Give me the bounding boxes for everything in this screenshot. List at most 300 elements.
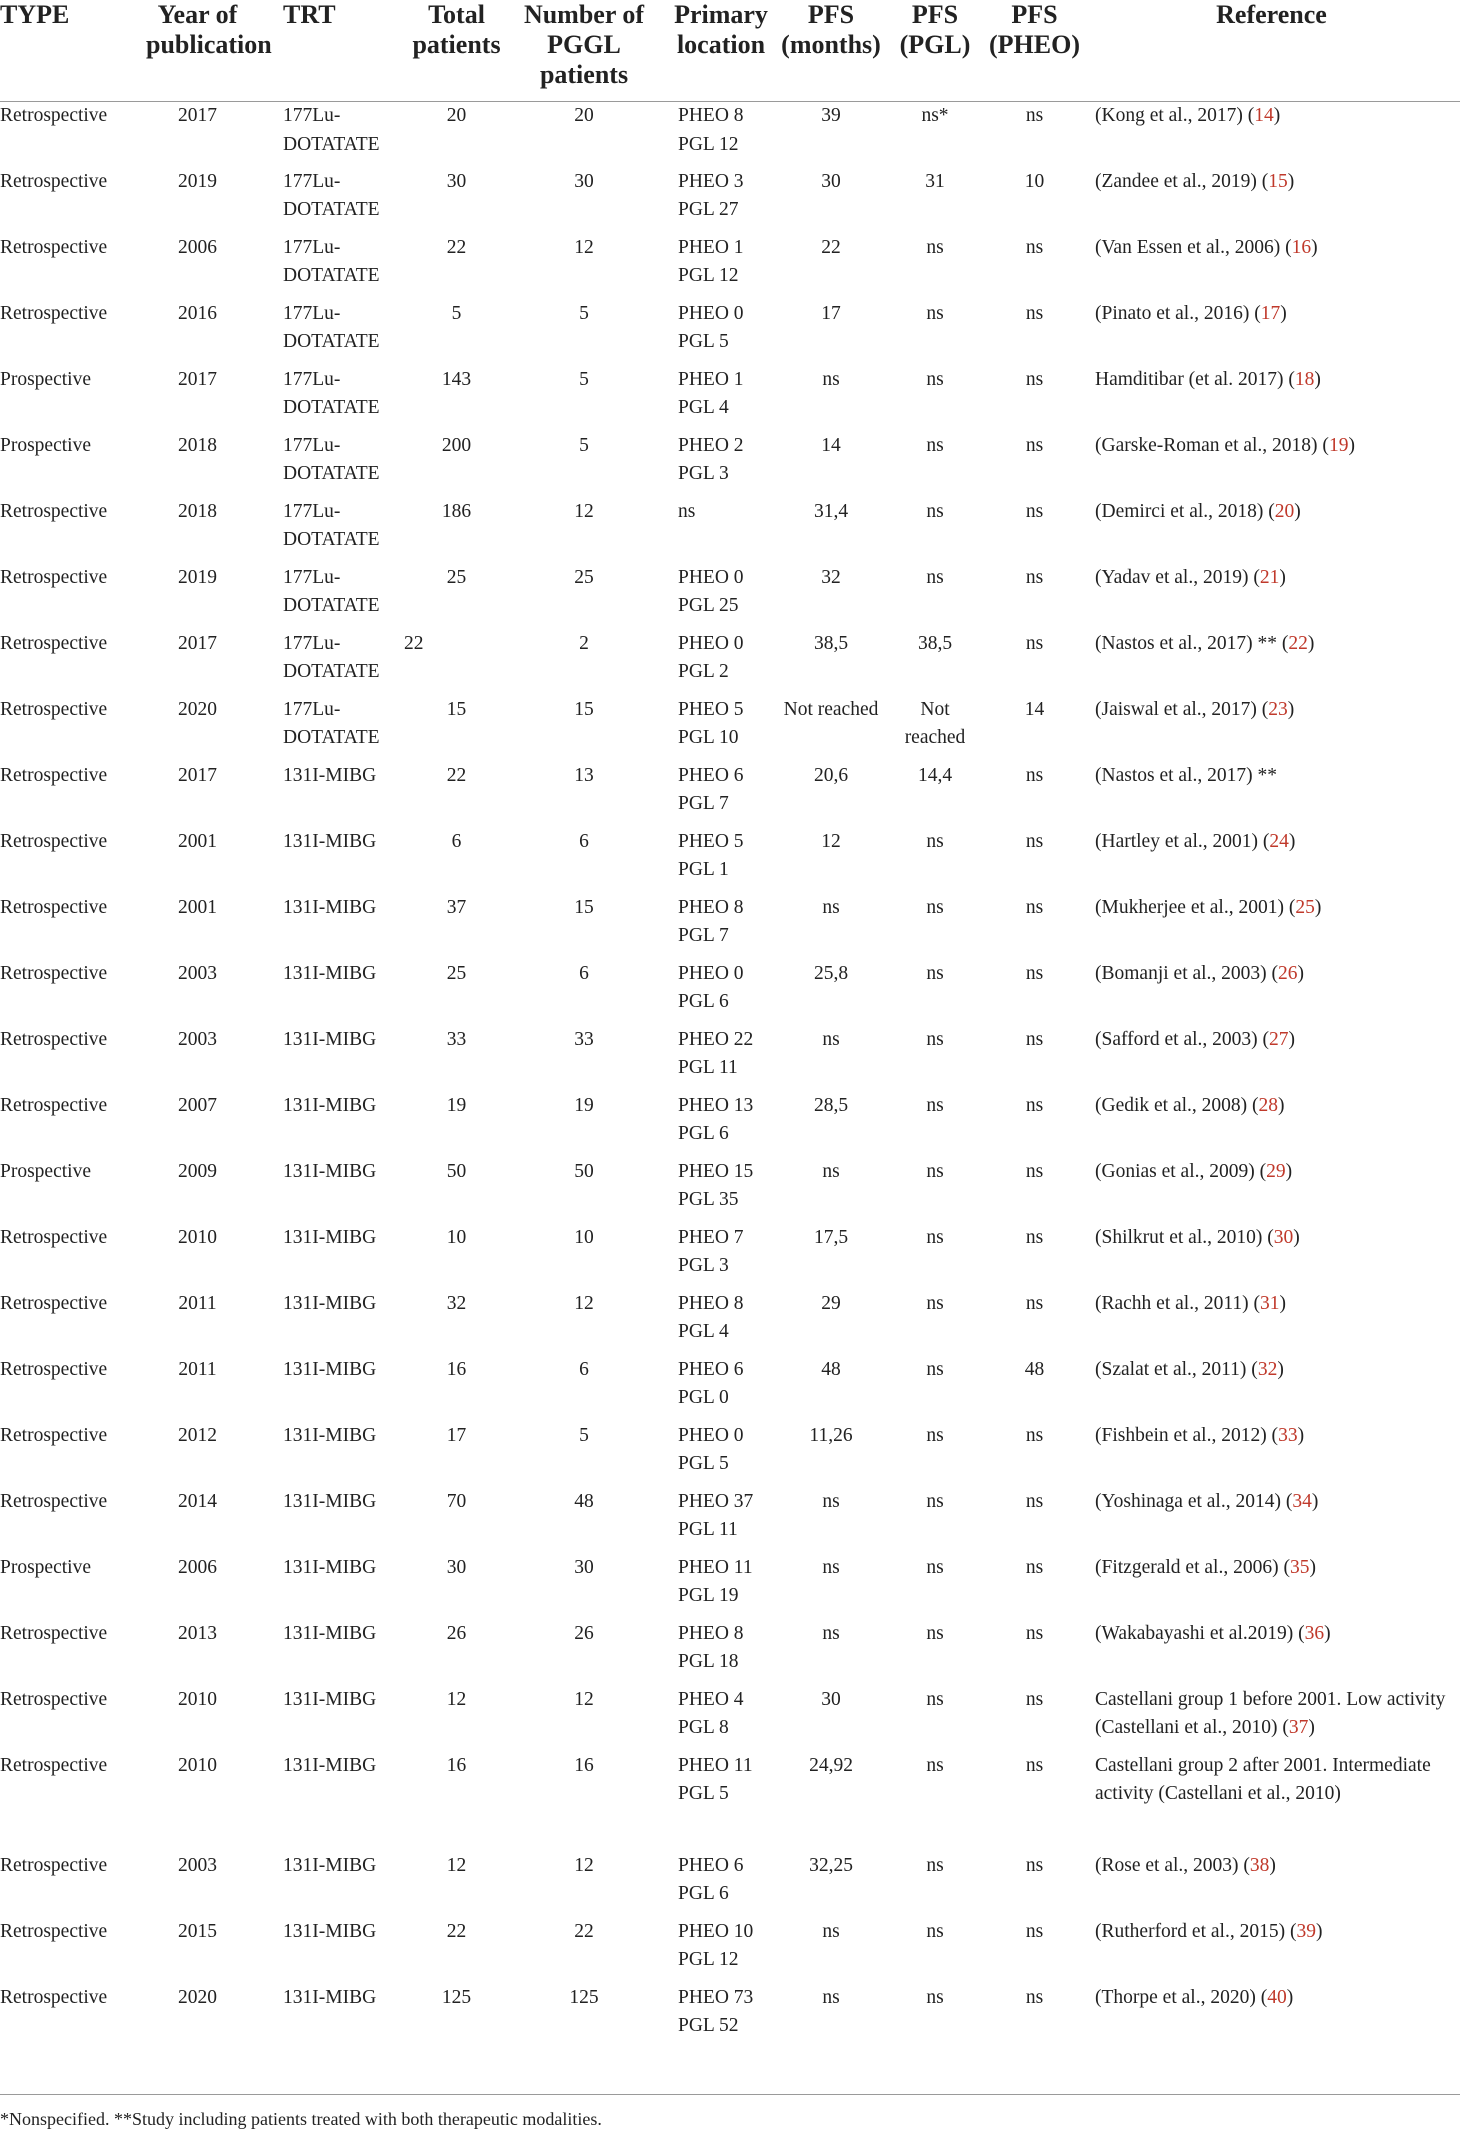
cell-type: Retrospective — [0, 1358, 108, 1380]
cell-pfs-months: 28,5 — [813, 1094, 849, 1116]
cell-total-patients: 6 — [451, 830, 462, 852]
cell-primary-location: PHEO 1 PGL 12 — [678, 236, 744, 286]
cell-type: Retrospective — [0, 698, 108, 720]
cell-type: Retrospective — [0, 1292, 108, 1314]
reference-link[interactable]: 34 — [1292, 1490, 1312, 1512]
cell-type: Retrospective — [0, 896, 108, 918]
cell-total-patients: 25 — [446, 566, 467, 588]
cell-year: 2007 — [178, 1094, 217, 1116]
cell-trt: 131I-MIBG — [283, 1292, 377, 1314]
cell-year: 2010 — [178, 1754, 217, 1776]
cell-year: 2014 — [178, 1490, 217, 1512]
reference-link[interactable]: 17 — [1260, 302, 1281, 324]
cell-pggl-patients: 30 — [574, 1556, 594, 1578]
cell-pggl-patients: 16 — [574, 1754, 594, 1776]
header-pfs-pgl: PFS (PGL) — [884, 0, 986, 102]
table-row — [0, 1356, 1460, 1422]
cell-trt: 131I-MIBG — [283, 896, 377, 918]
cell-trt: 131I-MIBG — [283, 1986, 377, 2008]
reference-link[interactable]: 22 — [1288, 632, 1308, 654]
cell-reference: (Bomanji et al., 2003) (26) — [1095, 962, 1305, 984]
cell-pfs-pgl: 14,4 — [917, 764, 953, 786]
cell-pfs-pgl: ns — [926, 1094, 944, 1116]
cell-pfs-pgl: ns — [926, 896, 944, 918]
cell-pggl-patients: 30 — [574, 170, 594, 192]
cell-primary-location: PHEO 11 PGL 5 — [678, 1754, 753, 1804]
cell-pfs-months: 22 — [821, 236, 841, 258]
cell-year: 2009 — [178, 1160, 217, 1182]
cell-primary-location: PHEO 0 PGL 2 — [678, 632, 744, 682]
cell-pfs-pgl: ns — [926, 1754, 944, 1776]
cell-pfs-months: ns — [822, 1920, 840, 1942]
cell-pfs-pgl: ns — [926, 1986, 944, 2008]
cell-pfs-months: 38,5 — [813, 632, 849, 654]
cell-pfs-months: Not reached — [783, 698, 879, 720]
reference-link[interactable]: 16 — [1291, 236, 1312, 258]
cell-year: 2017 — [178, 632, 217, 654]
cell-pfs-months: 39 — [821, 105, 841, 126]
cell-pfs-months: ns — [822, 1028, 840, 1050]
table-row — [0, 1422, 1460, 1488]
table-row — [0, 1620, 1460, 1686]
table-row — [0, 300, 1460, 366]
cell-primary-location: PHEO 5 PGL 10 — [678, 698, 744, 748]
cell-primary-location: PHEO 6 PGL 0 — [678, 1358, 744, 1408]
cell-type: Retrospective — [0, 170, 108, 192]
cell-reference: (Szalat et al., 2011) (32) — [1095, 1358, 1284, 1380]
cell-trt: 131I-MIBG — [283, 1854, 377, 1876]
table-row — [0, 1290, 1460, 1356]
cell-total-patients: 70 — [446, 1490, 467, 1512]
cell-reference: Castellani group 1 before 2001. Low activity (Castellani et al., 2010) (37) — [1095, 1688, 1446, 1738]
header-reference: Reference — [1083, 0, 1460, 102]
cell-pggl-patients: 50 — [574, 1160, 594, 1182]
reference-link[interactable]: 36 — [1304, 1622, 1325, 1644]
table-row — [0, 432, 1460, 498]
cell-type: Retrospective — [0, 1854, 108, 1876]
cell-type: Retrospective — [0, 1622, 108, 1644]
cell-pfs-pheo: ns — [1025, 1986, 1044, 2008]
cell-trt: 131I-MIBG — [283, 1094, 377, 1116]
cell-reference: (Fitzgerald et al., 2006) (35) — [1095, 1556, 1316, 1578]
cell-pfs-pgl: ns — [926, 1226, 944, 1248]
reference-link[interactable]: 21 — [1259, 566, 1280, 588]
table-row — [0, 366, 1460, 432]
cell-pfs-pgl: ns — [926, 1490, 944, 1512]
table-row — [0, 1026, 1460, 1092]
cell-year: 2017 — [178, 368, 217, 390]
cell-pfs-pheo: ns — [1025, 105, 1044, 126]
reference-link[interactable]: 40 — [1267, 1986, 1287, 2008]
cell-primary-location: PHEO 0 PGL 25 — [678, 566, 744, 616]
cell-pfs-months: 30 — [821, 170, 841, 192]
cell-pfs-pheo: ns — [1025, 434, 1044, 456]
table-row — [0, 894, 1460, 960]
table-row — [0, 1752, 1460, 1852]
cell-year: 2017 — [178, 105, 217, 126]
cell-type: Retrospective — [0, 236, 108, 258]
cell-primary-location: PHEO 5 PGL 1 — [678, 830, 744, 880]
header-year: Year of publication — [146, 0, 249, 102]
cell-trt: 131I-MIBG — [283, 764, 377, 786]
cell-primary-location: PHEO 7 PGL 3 — [678, 1226, 744, 1276]
cell-pfs-pheo: ns — [1025, 1424, 1044, 1446]
cell-pfs-pheo: ns — [1025, 1920, 1044, 1942]
bottom-rule — [0, 2094, 1460, 2095]
cell-year: 2018 — [178, 434, 217, 456]
cell-total-patients: 50 — [446, 1160, 467, 1182]
cell-pfs-pheo: ns — [1025, 302, 1044, 324]
cell-type: Retrospective — [0, 1754, 108, 1776]
reference-link[interactable]: 35 — [1289, 1556, 1310, 1578]
cell-total-patients: 19 — [446, 1094, 467, 1116]
header-pggl-patients: Number of PGGL patients — [504, 0, 664, 102]
reference-link[interactable]: 14 — [1254, 105, 1274, 126]
cell-total-patients: 15 — [446, 698, 467, 720]
cell-pfs-pheo: ns — [1025, 632, 1044, 654]
cell-reference: (Shilkrut et al., 2010) (30) — [1095, 1226, 1300, 1248]
cell-pggl-patients: 25 — [574, 566, 594, 588]
cell-pggl-patients: 2 — [579, 632, 589, 654]
cell-pfs-pheo: ns — [1025, 896, 1044, 918]
cell-primary-location: PHEO 8 PGL 18 — [678, 1622, 744, 1672]
reference-link[interactable]: 38 — [1249, 1854, 1270, 1876]
reference-link[interactable]: 37 — [1288, 1717, 1309, 1738]
cell-reference: (Rose et al., 2003) (38) — [1095, 1854, 1276, 1876]
cell-reference: Castellani group 2 after 2001. Intermediate activity (Castellani et al., 2010) — [1095, 1754, 1431, 1804]
table-row — [0, 1224, 1460, 1290]
cell-pfs-months: 20,6 — [813, 764, 849, 786]
cell-primary-location: PHEO 6 PGL 7 — [678, 764, 744, 814]
cell-pfs-months: ns — [822, 1622, 840, 1644]
cell-pfs-pgl: ns — [926, 500, 944, 522]
cell-pfs-months: 17 — [821, 302, 841, 324]
cell-type: Retrospective — [0, 1490, 108, 1512]
reference-link[interactable]: 23 — [1268, 698, 1288, 720]
cell-reference: (Hartley et al., 2001) (24) — [1095, 830, 1296, 852]
cell-trt: 131I-MIBG — [283, 1688, 377, 1710]
cell-reference: (Van Essen et al., 2006) (16) — [1095, 236, 1318, 258]
cell-pfs-months: 29 — [821, 1292, 841, 1314]
table-row — [0, 168, 1460, 234]
cell-total-patients: 22 — [404, 632, 424, 654]
cell-total-patients: 16 — [446, 1754, 467, 1776]
cell-total-patients: 200 — [441, 434, 472, 456]
header-total-patients: Total patients — [409, 0, 504, 102]
cell-pfs-pheo: ns — [1025, 236, 1044, 258]
cell-pfs-months: 12 — [821, 830, 841, 852]
cell-pfs-pgl: ns — [926, 962, 944, 984]
cell-pfs-pheo: ns — [1025, 1754, 1044, 1776]
cell-primary-location: PHEO 2 PGL 3 — [678, 434, 744, 484]
table-row — [0, 564, 1460, 630]
cell-pggl-patients: 15 — [574, 698, 594, 720]
cell-pfs-months: ns — [822, 368, 840, 390]
cell-total-patients: 26 — [446, 1622, 467, 1644]
cell-primary-location: PHEO 0 PGL 5 — [678, 1424, 744, 1474]
cell-pfs-pheo: ns — [1025, 764, 1044, 786]
cell-type: Retrospective — [0, 1226, 108, 1248]
cell-type: Prospective — [0, 368, 91, 390]
header-row — [0, 0, 1460, 102]
cell-total-patients: 32 — [446, 1292, 467, 1314]
cell-pfs-pheo: ns — [1025, 1622, 1044, 1644]
cell-trt: 131I-MIBG — [283, 1754, 377, 1776]
cell-pfs-pgl: ns — [926, 830, 944, 852]
reference-link[interactable]: 33 — [1278, 1424, 1298, 1446]
cell-trt: 177Lu- DOTATATE — [283, 434, 380, 484]
cell-year: 2011 — [178, 1292, 217, 1314]
cell-type: Retrospective — [0, 1094, 108, 1116]
cell-pfs-pheo: ns — [1025, 1292, 1044, 1314]
cell-pggl-patients: 6 — [579, 830, 589, 852]
cell-trt: 177Lu- DOTATATE — [283, 566, 380, 616]
table-row — [0, 1488, 1460, 1554]
cell-total-patients: 22 — [446, 236, 467, 258]
reference-link[interactable]: 27 — [1269, 1028, 1289, 1050]
cell-trt: 131I-MIBG — [283, 962, 377, 984]
cell-total-patients: 12 — [446, 1688, 467, 1710]
header-pfs-pheo: PFS (PHEO) — [986, 0, 1083, 102]
cell-primary-location: ns — [678, 500, 696, 522]
cell-trt: 131I-MIBG — [283, 1556, 377, 1578]
reference-link[interactable]: 19 — [1328, 434, 1349, 456]
cell-total-patients: 16 — [446, 1358, 467, 1380]
cell-type: Retrospective — [0, 1688, 108, 1710]
table-body — [0, 102, 1460, 2050]
cell-type: Retrospective — [0, 1920, 108, 1942]
table-row — [0, 960, 1460, 1026]
cell-reference: (Gedik et al., 2008) (28) — [1095, 1094, 1285, 1116]
cell-pggl-patients: 12 — [574, 1854, 594, 1876]
cell-primary-location: PHEO 13 PGL 6 — [678, 1094, 754, 1144]
cell-year: 2003 — [178, 1854, 217, 1876]
table-row — [0, 498, 1460, 564]
cell-pfs-pgl: ns — [926, 566, 944, 588]
reference-link[interactable]: 29 — [1266, 1160, 1286, 1182]
reference-link[interactable]: 32 — [1257, 1358, 1278, 1380]
cell-pfs-pgl: ns — [926, 1920, 944, 1942]
reference-link[interactable]: 25 — [1295, 896, 1315, 918]
cell-pfs-months: 48 — [821, 1358, 841, 1380]
cell-type: Retrospective — [0, 566, 108, 588]
cell-type: Retrospective — [0, 830, 108, 852]
cell-pfs-pheo: ns — [1025, 1160, 1044, 1182]
cell-pfs-pheo: 14 — [1024, 698, 1045, 720]
cell-primary-location: PHEO 8 PGL 12 — [678, 105, 744, 155]
cell-pfs-months: 32,25 — [809, 1854, 853, 1876]
cell-trt: 131I-MIBG — [283, 1622, 377, 1644]
cell-reference: Hamditibar (et al. 2017) (18) — [1095, 368, 1321, 390]
cell-type: Retrospective — [0, 764, 108, 786]
cell-pfs-pgl: ns — [926, 1028, 944, 1050]
cell-primary-location: PHEO 37 PGL 11 — [678, 1490, 754, 1540]
cell-primary-location: PHEO 6 PGL 6 — [678, 1854, 744, 1904]
cell-pfs-pheo: ns — [1025, 1854, 1044, 1876]
reference-link[interactable]: 31 — [1259, 1292, 1280, 1314]
cell-trt: 131I-MIBG — [283, 1160, 377, 1182]
table-row — [0, 102, 1460, 168]
cell-pfs-pgl: ns — [926, 1358, 944, 1380]
cell-pfs-pgl: ns — [926, 434, 944, 456]
cell-pfs-pgl: ns — [926, 236, 944, 258]
cell-trt: 131I-MIBG — [283, 1424, 377, 1446]
reference-link[interactable]: 26 — [1278, 962, 1298, 984]
cell-pggl-patients: 33 — [574, 1028, 594, 1050]
cell-reference: (Garske-Roman et al., 2018) (19) — [1095, 434, 1355, 456]
cell-trt: 177Lu- DOTATATE — [283, 500, 380, 550]
table-row — [0, 1092, 1460, 1158]
cell-year: 2003 — [178, 962, 217, 984]
cell-year: 2012 — [178, 1424, 217, 1446]
cell-primary-location: PHEO 73 PGL 52 — [678, 1986, 754, 2036]
cell-type: Retrospective — [0, 1986, 108, 2008]
cell-type: Retrospective — [0, 500, 108, 522]
cell-primary-location: PHEO 8 PGL 7 — [678, 896, 744, 946]
cell-total-patients: 22 — [446, 764, 467, 786]
cell-pfs-pgl: ns — [926, 1622, 944, 1644]
cell-type: Retrospective — [0, 632, 108, 654]
footnote: *Nonspecified. **Study including patients treated with both therapeutic modalities. — [0, 2109, 602, 2129]
cell-pfs-pheo: 48 — [1024, 1358, 1045, 1380]
cell-primary-location: PHEO 10 PGL 12 — [678, 1920, 754, 1970]
cell-primary-location: PHEO 8 PGL 4 — [678, 1292, 744, 1342]
cell-reference: (Pinato et al., 2016) (17) — [1095, 302, 1287, 324]
cell-year: 2020 — [178, 1986, 217, 2008]
cell-total-patients: 143 — [441, 368, 472, 390]
cell-pggl-patients: 6 — [579, 1358, 589, 1380]
cell-trt: 177Lu- DOTATATE — [283, 632, 380, 682]
cell-total-patients: 20 — [446, 105, 467, 126]
cell-total-patients: 22 — [446, 1920, 467, 1942]
cell-pfs-pgl: ns — [926, 1688, 944, 1710]
cell-type: Prospective — [0, 434, 91, 456]
table-row — [0, 828, 1460, 894]
cell-pggl-patients: 22 — [574, 1920, 594, 1942]
table-row — [0, 1554, 1460, 1620]
cell-pggl-patients: 10 — [574, 1226, 594, 1248]
cell-primary-location: PHEO 0 PGL 6 — [678, 962, 744, 1012]
cell-reference: (Yadav et al., 2019) (21) — [1095, 566, 1286, 588]
cell-pfs-pgl: ns — [926, 302, 944, 324]
cell-year: 2010 — [178, 1688, 217, 1710]
cell-year: 2011 — [178, 1358, 217, 1380]
cell-reference: (Nastos et al., 2017) ** — [1095, 764, 1277, 786]
cell-total-patients: 25 — [446, 962, 467, 984]
cell-pggl-patients: 5 — [579, 302, 589, 324]
cell-pfs-pheo: ns — [1025, 500, 1044, 522]
cell-pggl-patients: 125 — [569, 1986, 599, 2008]
cell-total-patients: 17 — [446, 1424, 467, 1446]
reference-link[interactable]: 39 — [1296, 1920, 1316, 1942]
reference-link[interactable]: 28 — [1258, 1094, 1279, 1116]
cell-pfs-pgl: ns — [926, 1854, 944, 1876]
cell-reference: (Demirci et al., 2018) (20) — [1095, 500, 1301, 522]
reference-link[interactable]: 20 — [1274, 500, 1295, 522]
cell-year: 2006 — [178, 1556, 217, 1578]
cell-pggl-patients: 26 — [574, 1622, 594, 1644]
cell-pfs-months: ns — [822, 896, 840, 918]
cell-pggl-patients: 13 — [574, 764, 594, 786]
cell-year: 2019 — [178, 566, 217, 588]
cell-trt: 177Lu- DOTATATE — [283, 302, 380, 352]
cell-pfs-pheo: ns — [1025, 1556, 1044, 1578]
cell-total-patients: 30 — [446, 170, 467, 192]
cell-pfs-pgl: ns* — [921, 105, 949, 126]
cell-trt: 177Lu- DOTATATE — [283, 105, 380, 155]
table-row — [0, 1158, 1460, 1224]
reference-link[interactable]: 15 — [1268, 170, 1288, 192]
cell-reference: (Rutherford et al., 2015) (39) — [1095, 1920, 1323, 1942]
table-row — [0, 630, 1460, 696]
table-row — [0, 1984, 1460, 2050]
cell-reference: (Gonias et al., 2009) (29) — [1095, 1160, 1293, 1182]
cell-type: Retrospective — [0, 1028, 108, 1050]
table-row — [0, 1852, 1460, 1918]
cell-pfs-pgl: 31 — [925, 170, 945, 192]
reference-link[interactable]: 30 — [1273, 1226, 1294, 1248]
cell-year: 2020 — [178, 698, 217, 720]
cell-reference: (Fishbein et al., 2012) (33) — [1095, 1424, 1305, 1446]
table-row — [0, 696, 1460, 762]
cell-pfs-pheo: ns — [1025, 1490, 1044, 1512]
cell-pfs-pgl: 38,5 — [917, 632, 953, 654]
cell-year: 2015 — [178, 1920, 217, 1942]
cell-total-patients: 37 — [446, 896, 467, 918]
cell-trt: 131I-MIBG — [283, 1028, 377, 1050]
cell-trt: 131I-MIBG — [283, 1358, 377, 1380]
cell-pggl-patients: 12 — [574, 1688, 594, 1710]
cell-pggl-patients: 12 — [574, 1292, 594, 1314]
cell-year: 2010 — [178, 1226, 217, 1248]
cell-primary-location: PHEO 3 PGL 27 — [678, 170, 744, 220]
table-row — [0, 234, 1460, 300]
cell-pfs-pheo: ns — [1025, 566, 1044, 588]
cell-trt: 131I-MIBG — [283, 1920, 377, 1942]
cell-reference: (Rachh et al., 2011) (31) — [1095, 1292, 1286, 1314]
cell-pfs-pheo: 10 — [1024, 170, 1045, 192]
cell-total-patients: 12 — [446, 1854, 467, 1876]
cell-trt: 131I-MIBG — [283, 1226, 377, 1248]
header-trt: TRT — [249, 0, 409, 102]
cell-pfs-pheo: ns — [1025, 830, 1044, 852]
cell-trt: 177Lu- DOTATATE — [283, 698, 380, 748]
cell-pfs-months: 14 — [821, 434, 841, 456]
cell-type: Prospective — [0, 1556, 91, 1578]
cell-pfs-months: ns — [822, 1556, 840, 1578]
cell-type: Retrospective — [0, 962, 108, 984]
header-primary-location: Primary location — [664, 0, 778, 102]
cell-pggl-patients: 5 — [579, 434, 589, 456]
reference-link[interactable]: 18 — [1294, 368, 1315, 390]
cell-pfs-pheo: ns — [1025, 1688, 1044, 1710]
cell-reference: (Thorpe et al., 2020) (40) — [1095, 1986, 1294, 2008]
cell-pggl-patients: 12 — [574, 236, 594, 258]
header-pfs-months: PFS (months) — [778, 0, 884, 102]
cell-pfs-months: 32 — [821, 566, 841, 588]
cell-type: Prospective — [0, 1160, 91, 1182]
cell-year: 2019 — [178, 170, 217, 192]
cell-year: 2018 — [178, 500, 217, 522]
cell-pggl-patients: 15 — [574, 896, 594, 918]
cell-pggl-patients: 5 — [579, 368, 589, 390]
cell-trt: 131I-MIBG — [283, 1490, 377, 1512]
cell-pfs-months: ns — [822, 1490, 840, 1512]
cell-reference: (Yoshinaga et al., 2014) (34) — [1095, 1490, 1319, 1512]
cell-pfs-pgl: ns — [926, 1292, 944, 1314]
reference-link[interactable]: 24 — [1269, 830, 1289, 852]
cell-year: 2001 — [178, 896, 217, 918]
